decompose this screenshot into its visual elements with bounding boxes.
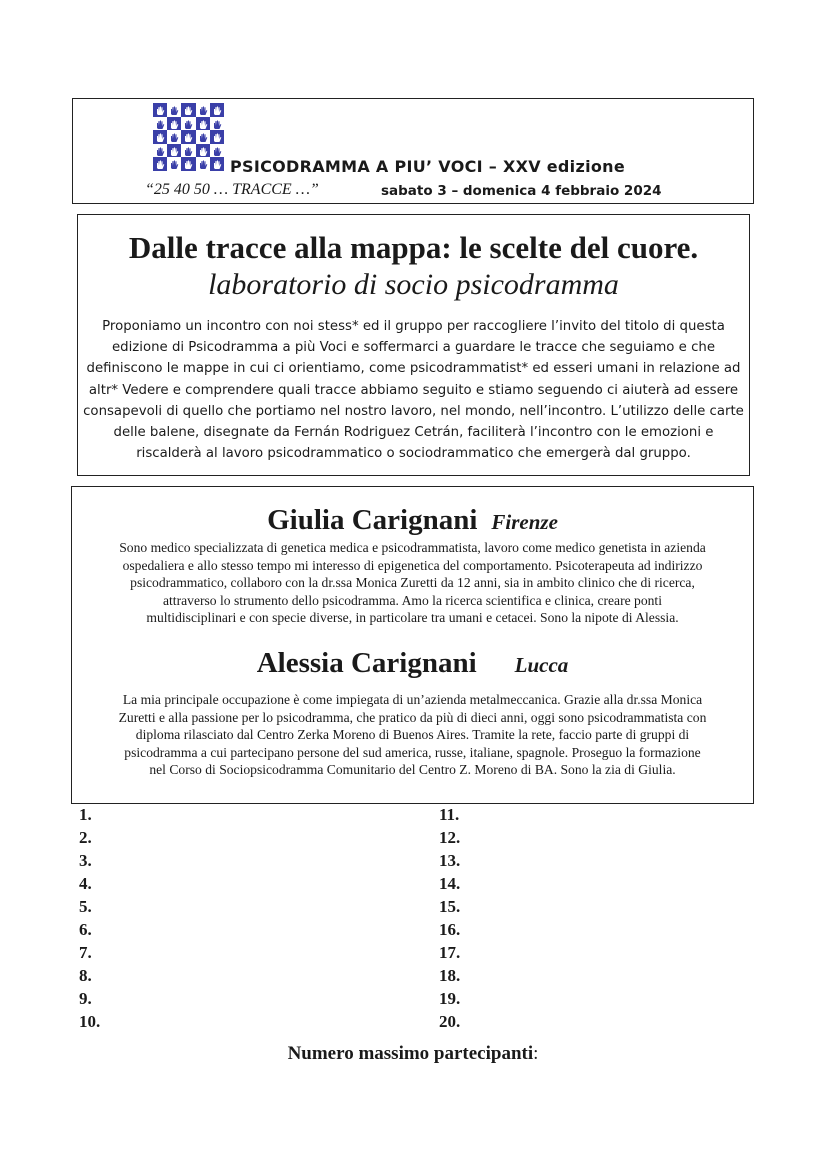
bio-line: Sono medico specializzata di genetica medica e psicodrammatista, lavoro come medico genetista in azienda [119,540,706,555]
hand-icon [210,130,224,144]
bio-line: nel Corso di Sociopsicodramma Comunitario del Centro Z. Moreno di BA. Sono la zia di Giulia. [149,762,676,778]
event-motto: “25 40 50 … TRACCE …” [145,181,319,198]
facilitator-heading [72,504,753,537]
hand-icon [210,157,224,171]
hand-icon [167,157,181,171]
bio-line: La mia principale occupazione è come impiegata di un’azienda metalmeccanica. Grazie alla dr.ssa Monica [122,692,703,707]
description-line: altr* Vedere e comprendere quali tracce abbiamo seguito e stiamo seguendo ci aiuterà ad essere [88,382,739,398]
participant-number: 13. [439,851,461,870]
participant-number: 12. [439,828,461,847]
event-title: PSICODRAMMA A PIU’ VOCI – XXV edizione [230,157,625,176]
hand-icon [153,144,167,158]
hand-icon [153,103,167,117]
hand-icon [167,144,181,158]
description-line: consapevoli di quello che portiamo nel nostro lavoro, nel mondo, nell’incontro. L’utilizzo delle carte [83,403,744,419]
description-line: Proponiamo un incontro con noi stess* ed il gruppo per raccogliere l’invito del titolo di questa [102,319,725,334]
facilitator-name: Alessia Carignani [256,647,477,679]
workshop-subtitle: laboratorio di socio psicodramma [208,268,619,301]
description-line: definiscono le mappe in cui ci orientiamo, come psicodrammatist* ed esseri umani in relazione ad [86,361,741,377]
participant-number: 15. [439,897,461,916]
event-header [72,98,754,204]
hand-icon [196,144,210,158]
description-line: edizione di Psicodramma a più Voci e soffermarci a guardare le tracce che seguiamo e che [111,340,715,356]
hand-icon [153,130,167,144]
facilitator-city: Lucca [514,653,569,677]
bio-line: psicodramma a cui partecipano persone del sud america, russe, italiane, spagnole. Proseguo la formazione [124,744,701,760]
hand-icon [210,144,224,158]
bio-line: multidisciplinari e con specie diverse, in particolare tra umani e cetacei. Sono la nipote di Alessia. [146,610,679,626]
bio-line: attraverso lo strumento dello psicodramma. Amo la ricerca scientifica e clinica, creare ponti [163,592,662,608]
hand-icon [153,117,167,131]
hand-icon [167,103,181,117]
hand-icon [196,117,210,131]
participant-number: 10. [79,1012,101,1031]
max-participants-line [0,1043,826,1065]
facilitator-bio [76,691,749,779]
participant-number: 9. [79,989,92,1008]
hands-logo-icon [153,103,224,171]
facilitator-city: Firenze [491,510,558,534]
hand-icon [196,157,210,171]
hand-icon [196,130,210,144]
participant-number: 16. [439,920,461,939]
event-dates: sabato 3 – domenica 4 febbraio 2024 [381,183,662,199]
workshop-description [80,316,747,464]
participant-number: 11. [439,805,460,824]
hand-icon [196,103,210,117]
facilitator-bio [76,539,749,627]
hand-icon [181,130,195,144]
participant-number: 14. [439,874,461,893]
participant-number: 4. [79,874,92,893]
workshop-box [77,214,750,476]
bio-line: psicodrammatico, collaboro con la dr.ssa Monica Zuretti da 12 anni, sia in ambito clinico che di ricerca, [130,575,695,591]
participant-number: 8. [79,966,92,985]
max-participants-colon: : [533,1043,539,1064]
hand-icon [210,103,224,117]
bio-line: ospedaliera e allo stesso tempo mi interesso di epigenetica del comportamento. Psicoterapeuta ad indirizzo [122,557,703,573]
participant-number: 20. [439,1012,461,1031]
hand-icon [181,144,195,158]
workshop-title: Dalle tracce alla mappa: le scelte del cuore. [128,230,699,265]
participant-number: 17. [439,943,461,962]
participant-number: 2. [79,828,92,847]
hand-icon [210,117,224,131]
participant-number: 3. [79,851,92,870]
facilitator-name: Giulia Carignani [267,504,478,536]
participant-number: 5. [79,897,92,916]
description-line: riscalderà al lavoro psicodrammatico o sociodrammatico che emergerà dal gruppo. [136,446,691,462]
participant-number: 18. [439,966,461,985]
bio-line: diploma rilasciato dal Centro Zerka Moreno di Buenos Aires. Tramite la rete, faccio parte di gruppi di [135,727,690,743]
hand-icon [181,103,195,117]
hand-icon [167,130,181,144]
participant-number: 19. [439,989,461,1008]
hand-icon [181,157,195,171]
hand-icon [153,157,167,171]
max-participants-label: Numero massimo partecipanti [287,1043,534,1064]
facilitators-box [71,486,754,804]
participant-number: 6. [79,920,92,939]
hand-icon [181,117,195,131]
participant-number: 7. [79,943,92,962]
facilitator-heading [72,647,753,680]
bio-line: Zuretti e alla passione per lo psicodramma, che pratico da più di dieci anni, oggi sono psicodrammatista con [118,709,707,725]
hand-icon [167,117,181,131]
description-line: delle balene, disegnate da Fernán Rodriguez Cetrán, faciliterà l’incontro con le emozioni e [113,425,714,441]
participant-number: 1. [79,805,92,824]
